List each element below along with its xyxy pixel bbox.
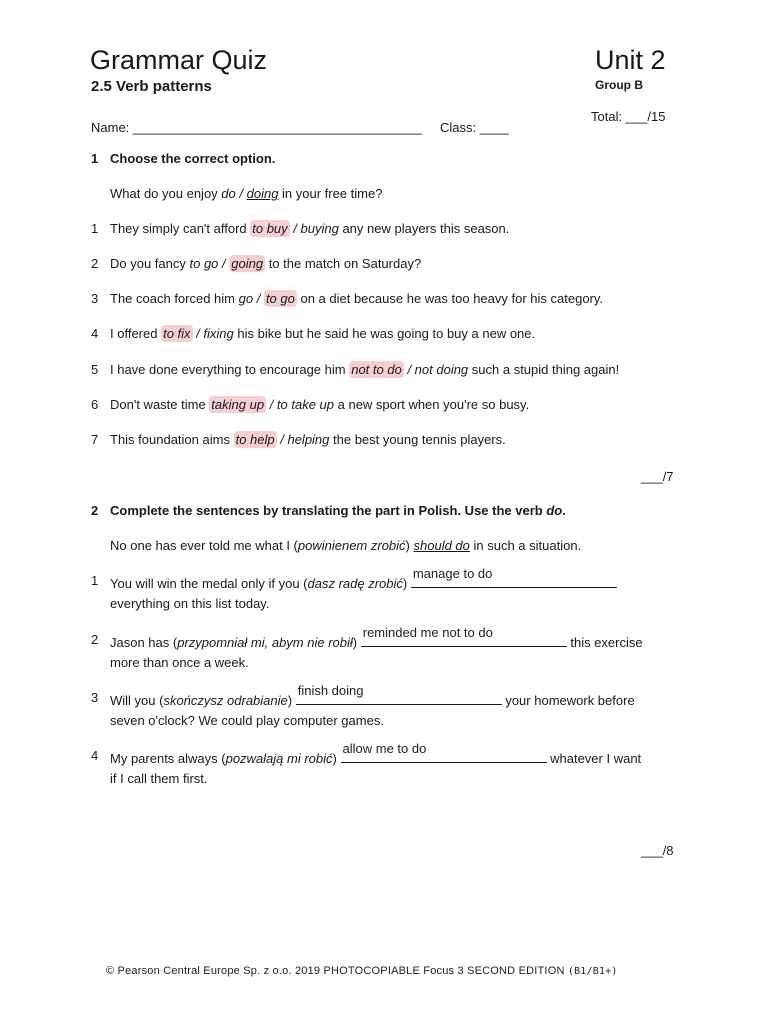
item-number: 5 bbox=[91, 362, 99, 377]
name-field: Name: ________________________________________ bbox=[91, 120, 423, 135]
option-b: buying bbox=[300, 221, 339, 236]
item-sentence: Don't waste time taking up / to take up a new sport when you're so busy. bbox=[110, 397, 530, 412]
polish-phrase: przypomniał mi, abym nie robił bbox=[177, 635, 353, 650]
item-number: 1 bbox=[91, 573, 99, 588]
option-b: going bbox=[231, 256, 264, 271]
answer-blank[interactable] bbox=[296, 683, 502, 705]
group-label: Group B bbox=[595, 78, 643, 92]
exercise-number: 2 bbox=[91, 503, 99, 518]
handwritten-answer: reminded me not to do bbox=[362, 625, 493, 640]
answer-blank[interactable] bbox=[411, 566, 617, 588]
exercise-number: 1 bbox=[91, 151, 99, 166]
polish-phrase: dasz radę zrobić bbox=[307, 576, 403, 591]
handwritten-answer: manage to do bbox=[412, 566, 493, 581]
option-a: not to do bbox=[351, 362, 402, 377]
option-a: to buy bbox=[252, 221, 288, 236]
unit-label: Unit 2 bbox=[595, 45, 666, 75]
item-number: 2 bbox=[91, 256, 99, 271]
example-answer: should do bbox=[413, 538, 470, 553]
item-number: 4 bbox=[91, 748, 99, 763]
option-a: taking up bbox=[211, 397, 265, 412]
answer-blank[interactable] bbox=[361, 625, 567, 647]
handwritten-answer: allow me to do bbox=[342, 741, 427, 756]
option-a: to fix bbox=[163, 326, 191, 341]
exercise-1-example: What do you enjoy do / doing in your free time? bbox=[110, 186, 383, 201]
item-sentence: Jason has (przypomniał mi, abym nie robił) reminded me not to do this exercise bbox=[110, 625, 643, 650]
polish-phrase: skończysz odrabianie bbox=[163, 693, 288, 708]
exercise-instruction: Complete the sentences by translating the part in Polish. Use the verb do. bbox=[110, 503, 566, 518]
option-b: fixing bbox=[203, 326, 234, 341]
item-number: 6 bbox=[91, 397, 99, 412]
item-number: 2 bbox=[91, 632, 99, 647]
option-b: to take up bbox=[276, 397, 335, 412]
item-number: 1 bbox=[91, 221, 99, 236]
section-subtitle: 2.5 Verb patterns bbox=[91, 78, 212, 95]
option-a: go bbox=[238, 291, 254, 306]
item-sentence: You will win the medal only if you (dasz radę zrobić) manage to do bbox=[110, 572, 617, 592]
item-sentence: They simply can't afford to buy / buying any new players this season. bbox=[110, 221, 510, 236]
option-a: to help bbox=[235, 432, 275, 447]
option-b: to go bbox=[265, 291, 295, 306]
item-sentence: I offered to fix / fixing his bike but he said he was going to buy a new one. bbox=[110, 326, 536, 341]
total-score: Total: ___/15 bbox=[591, 109, 666, 124]
item-sentence: Will you (skończysz odrabianie) finish doing your homework before bbox=[110, 683, 635, 708]
handwritten-answer: finish doing bbox=[297, 683, 364, 698]
item-number: 3 bbox=[91, 690, 99, 705]
answer-blank[interactable] bbox=[341, 741, 547, 763]
page-title: Grammar Quiz bbox=[90, 45, 268, 75]
item-sentence: This foundation aims to help / helping the best young tennis players. bbox=[110, 432, 506, 447]
exercise-instruction: Choose the correct option. bbox=[110, 151, 276, 166]
copyright-footer: © Pearson Central Europe Sp. z o.o. 2019 PHOTOCOPIABLE Focus 3 SECOND EDITION (B1/B1+) bbox=[106, 965, 618, 977]
item-sentence-continuation: more than once a week. bbox=[110, 655, 249, 670]
exercise-2-example: No one has ever told me what I (powinienem zrobić) should do in such a situation. bbox=[110, 538, 582, 553]
item-number: 7 bbox=[91, 432, 99, 447]
item-sentence-continuation: everything on this list today. bbox=[110, 596, 270, 611]
item-sentence-continuation: if I call them first. bbox=[110, 771, 208, 786]
class-field: Class: ____ bbox=[440, 120, 509, 135]
option-b: helping bbox=[287, 432, 330, 447]
item-number: 4 bbox=[91, 326, 99, 341]
item-sentence-continuation: seven o'clock? We could play computer games. bbox=[110, 713, 384, 728]
item-sentence: My parents always (pozwalają mi robić) allow me to do whatever I want bbox=[110, 741, 642, 766]
exercise-1-score: ___/7 bbox=[641, 469, 674, 484]
item-number: 3 bbox=[91, 291, 99, 306]
polish-phrase: pozwalają mi robić bbox=[225, 751, 333, 766]
item-sentence: The coach forced him go / to go on a diet because he was too heavy for his category. bbox=[110, 291, 604, 306]
exercise-2-score: ___/8 bbox=[641, 843, 674, 858]
option-a: to go bbox=[189, 256, 219, 271]
example-answer: doing bbox=[246, 186, 279, 201]
item-sentence: I have done everything to encourage him not to do / not doing such a stupid thing again! bbox=[110, 362, 620, 377]
item-sentence: Do you fancy to go / going to the match on Saturday? bbox=[110, 256, 422, 271]
option-b: not doing bbox=[414, 362, 469, 377]
